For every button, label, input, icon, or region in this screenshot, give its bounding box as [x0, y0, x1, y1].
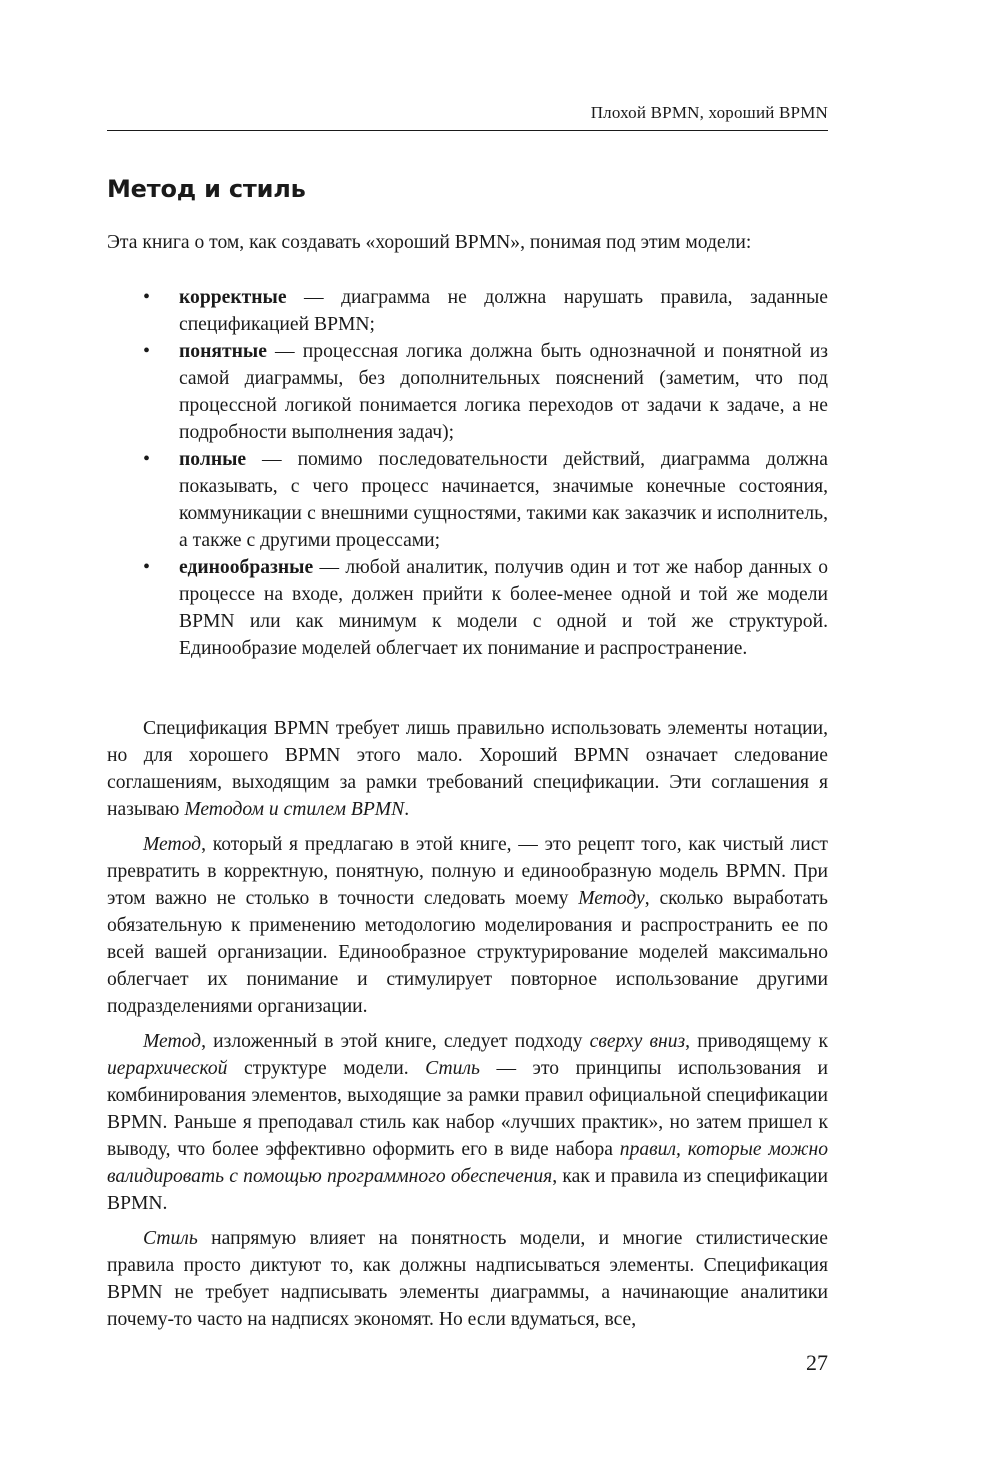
- header-rule: [107, 130, 828, 131]
- paragraph-2: [107, 831, 828, 1020]
- paragraph-4: [107, 1225, 828, 1333]
- list-item: [107, 554, 828, 662]
- emphasis: Методу: [578, 888, 645, 909]
- paragraph-text: напрямую влияет на понятность модели, и многие стилистические правила просто диктуют то, как должны надписываться элементы. Спецификация BPMN не требует надписывать элементы диаграммы, а начинающие аналитики почему-то часто на надписях экономят. Но если вдуматься, все,: [107, 1228, 828, 1330]
- list-item-term: единообразные: [179, 557, 314, 578]
- paragraph-text: , который я предлагаю в этой книге, — это рецепт того, как чистый лист превратить в корректную, понятную, полную и единообразную модель BPMN. При этом важно не столько в точности следовать моему: [107, 834, 828, 909]
- list-item: [107, 446, 828, 554]
- paragraph-text: , изложенный в этой книге, следует подходу: [201, 1031, 590, 1052]
- list-item-term: полные: [179, 449, 247, 470]
- emphasis: Метод: [143, 834, 202, 855]
- emphasis: иерархической: [107, 1058, 228, 1079]
- emphasis: Метод: [143, 1031, 202, 1052]
- intro-paragraph: Эта книга о том, как создавать «хороший BPMN», понимая под этим модели:: [107, 232, 752, 253]
- emphasis: правил, которые можно валидировать с помощью программного обеспечения: [107, 1139, 828, 1187]
- bullet-icon: •: [143, 340, 151, 362]
- running-head: Плохой BPMN, хороший BPMN: [590, 103, 828, 122]
- list-item-term: корректные: [179, 287, 287, 308]
- paragraph-text: , приводящему к: [685, 1031, 829, 1052]
- emphasis: Стиль: [143, 1228, 198, 1249]
- page-number: 27: [806, 1350, 828, 1375]
- paragraph-text: — это принципы использования и комбинирования элементов, выходящие за рамки правил официальной спецификации BPMN. Раньше я преподавал стиль как набор «лучших практик», но затем пришел к выводу, что более эффективно оформить его в виде набора: [107, 1058, 828, 1160]
- list-item-text: — помимо последовательности действий, диаграмма должна показывать, с чего процесс начинается, значимые конечные состояния, коммуникации с внешними сущностями, такими как заказчик и исполнитель, а также с другими процессами;: [179, 449, 828, 551]
- paragraph-text: Спецификация BPMN требует лишь правильно использовать элементы нотации, но для хорошего BPMN этого мало. Хороший BPMN означает следование соглашениям, выходящим за рамки требований спецификации. Эти соглашения я называю: [107, 718, 828, 820]
- list-item-text: — любой аналитик, получив один и тот же набор данных о процессе на входе, должен прийти к более-менее одной и той же модели BPMN или как минимум к модели с одной и той же структурой. Единообразие моделей облегчает их понимание и распространение.: [179, 557, 828, 659]
- emphasis: Стиль: [425, 1058, 480, 1079]
- bullet-icon: •: [143, 286, 151, 308]
- list-item: [107, 338, 828, 446]
- criteria-list: [107, 284, 828, 662]
- section-title: Метод и стиль: [107, 175, 306, 203]
- list-item-term: понятные: [179, 341, 267, 362]
- list-item-text: — диаграмма не должна нарушать правила, заданные спецификацией BPMN;: [179, 287, 828, 335]
- body-paragraphs: [107, 715, 828, 1333]
- paragraph-text: .: [404, 799, 410, 820]
- bullet-icon: •: [143, 556, 151, 578]
- bullet-icon: •: [143, 448, 151, 470]
- emphasis: Методом и стилем BPMN: [184, 799, 405, 820]
- paragraph-text: структуре модели.: [227, 1058, 426, 1079]
- paragraph-3: [107, 1028, 828, 1217]
- list-item-text: — процессная логика должна быть однозначной и понятной из самой диаграммы, без дополнительных пояснений (заметим, что под процессной логикой понимается логика переходов от задачи к задаче, а не подробности выполнения задач);: [179, 341, 828, 443]
- emphasis: сверху вниз: [589, 1031, 686, 1052]
- paragraph-1: [107, 715, 828, 823]
- paragraph-text: , как и правила из спецификации BPMN.: [107, 1166, 828, 1214]
- paragraph-text: , сколько выработать обязательную к применению методологию моделирования и распространить ее по всей вашей организации. Единообразное структурирование моделей максимально облегчает их понимание и стимулирует повторное использование другими подразделениями организации.: [107, 888, 828, 1017]
- list-item: [107, 284, 828, 338]
